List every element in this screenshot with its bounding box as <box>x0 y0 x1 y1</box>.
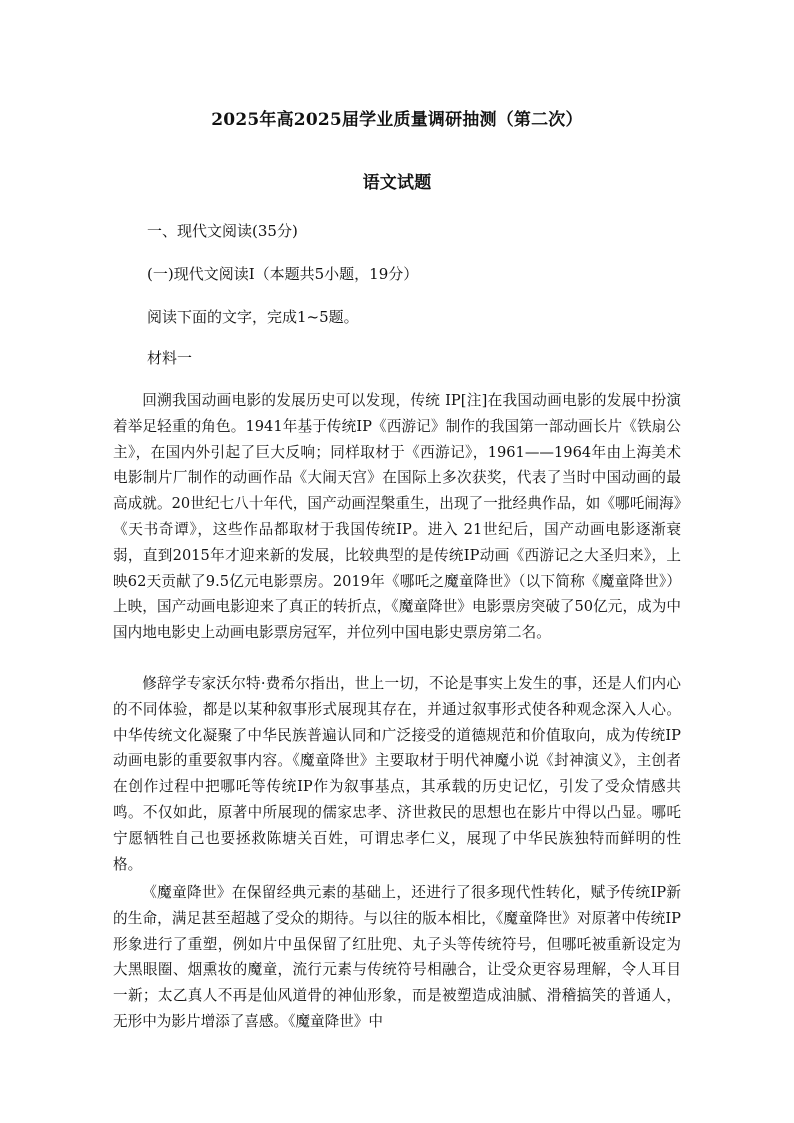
section-heading: 一、现代文阅读(35分) <box>147 222 298 240</box>
body-paragraph: 回溯我国动画电影的发展历史可以发现，传统 IP[注]在我国动画电影的发展中扮演着举足轻重的角色。1941年基于传统IP《西游记》制作的我国第一部动画长片《铁扇公主》，在国内外引起了巨大反响；同样取材于《西游记》，1961——1964年由上海美术电影制片厂制作的动画作品《大闹天宫》在国际上多次获奖，代表了当时中国动画的最高成就。20世纪七八十年代，国产动画涅槃重生，出现了一批经典作品，如《哪吒闹海》《天书奇谭》，这些作品都取材于我国传统IP。进入 21世纪后，国产动画电影逐渐衰弱，直到2015年才迎来新的发展，比较典型的是传统IP动画《西游记之大圣归来》，上映62天贡献了9.5亿元电影票房。2019年《哪吒之魔童降世》（以下简称《魔童降世》）上映，国产动画电影迎来了真正的转折点，《魔童降世》电影票房突破了50亿元，成为中国内地电影史上动画电影票房冠军，并位列中国电影史票房第二名。 <box>113 392 681 642</box>
reading-instruction: 阅读下面的文字，完成1~5题。 <box>147 308 359 326</box>
subsection-heading: (一)现代文阅读Ⅰ（本题共5小题，19分） <box>147 265 419 283</box>
exam-subject-title: 语文试题 <box>362 173 432 193</box>
material-label: 材料一 <box>147 349 193 367</box>
body-paragraph: 修辞学专家沃尔特·费希尔指出，世上一切，不论是事实上发生的事，还是人们内心的不同体验，都是以某种叙事形式展现其存在，并通过叙事形式使各种观念深入人心。中华传统文化凝聚了中华民族普遍认同和广泛接受的道德规范和价值取向，成为传统IP动画电影的重要叙事内容。《魔童降世》主要取材于明代神魔小说《封神演义》，主创者在创作过程中把哪吒等传统IP作为叙事基点，其承载的历史记忆，引发了受众情感共鸣。不仅如此，原著中所展现的儒家忠孝、济世救民的思想也在影片中得以凸显。哪吒宁愿牺牲自己也要拯救陈塘关百姓，可谓忠孝仁义，展现了中华民族独特而鲜明的性格。 <box>113 675 681 873</box>
exam-title: 2025年高2025届学业质量调研抽测（第二次） <box>211 110 583 130</box>
body-paragraph: 《魔童降世》在保留经典元素的基础上，还进行了很多现代性转化，赋予传统IP新的生命，满足甚至超越了受众的期待。与以往的版本相比，《魔童降世》对原著中传统IP形象进行了重塑，例如片中虽保留了红肚兜、丸子头等传统符号，但哪吒被重新设定为大黑眼圈、烟熏妆的魔童，流行元素与传统符号相融合，让受众更容易理解，令人耳目一新；太乙真人不再是仙风道骨的神仙形象，而是被塑造成油腻、滑稽搞笑的普通人，无形中为影片增添了喜感。《魔童降世》中 <box>113 884 681 1030</box>
